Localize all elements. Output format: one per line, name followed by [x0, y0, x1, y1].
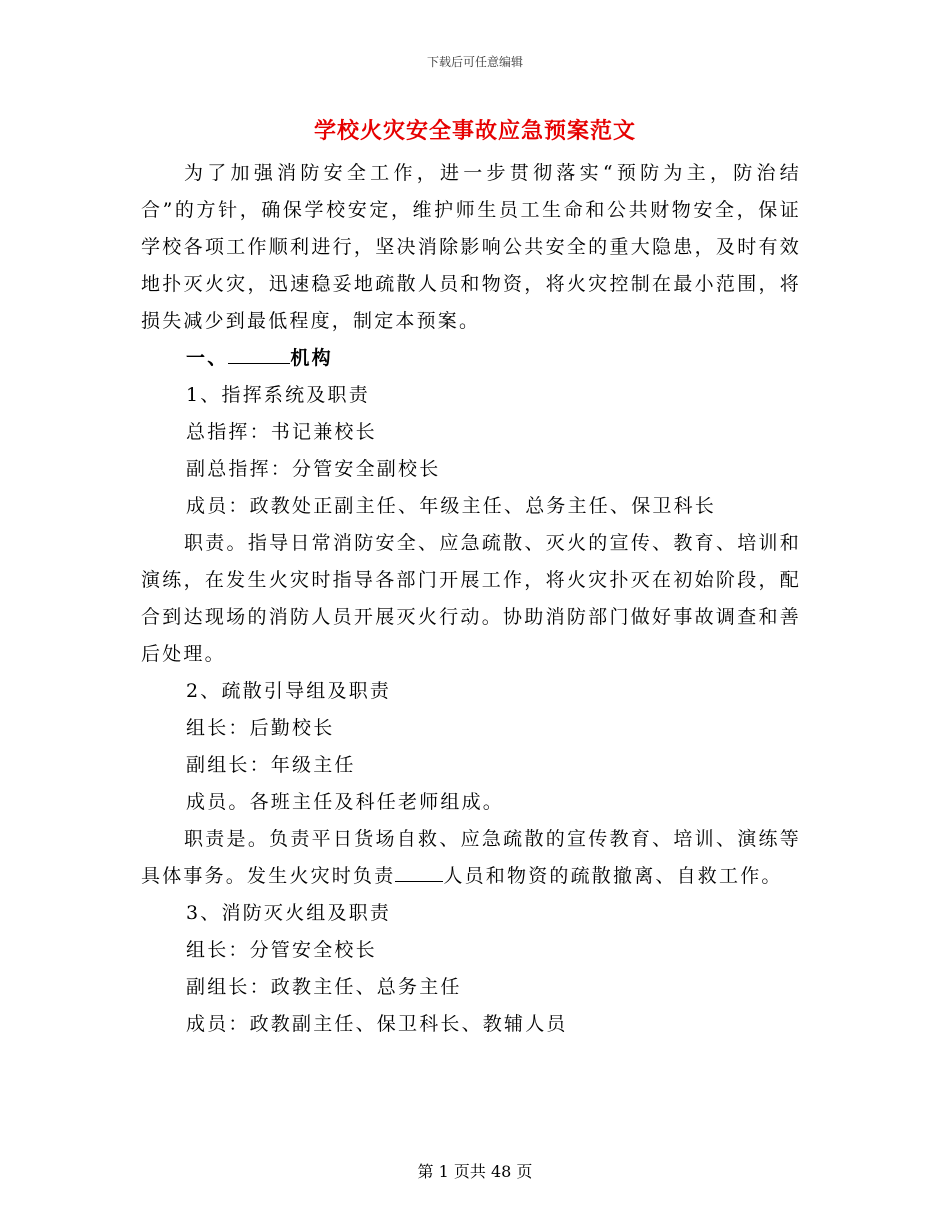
subsection-title-3: 3、消防灭火组及职责 — [186, 902, 392, 924]
command-deputy: 副总指挥：分管安全副校长 — [186, 458, 441, 480]
firefighting-members: 成员：政教副主任、保卫科长、教辅人员 — [186, 1013, 568, 1035]
evacuation-members: 成员。各班主任及科任老师组成。 — [186, 791, 505, 813]
document-body — [141, 155, 801, 1043]
duty-text-part-1: 职责是。负责平日货场自救、应急疏散的宣传教育、培训、演练等具体事务。发生火灾时负责 — [141, 828, 801, 887]
fill-blank — [395, 861, 443, 882]
command-duty: 职责。指导日常消防安全、应急疏散、灭火的宣传、教育、培训和演练，在发生火灾时指导各部门开展工作，将火灾扑灭在初始阶段，配合到达现场的消防人员开展灭火行动。协助消防部门做好事故调查和善后处理。 — [141, 532, 801, 665]
fill-blank — [228, 343, 290, 364]
page-footer: 第 1 页共 48 页 — [417, 1162, 533, 1181]
duty-text-part-2: 人员和物资的疏散撤离、自救工作。 — [443, 865, 783, 887]
intro-paragraph: 为了加强消防安全工作，进一步贯彻落实“预防为主，防治结合”的方针，确保学校安定，维护师生员工生命和公共财物安全，保证学校各项工作顺利进行，坚决消除影响公共安全的重大隐患，及时有效地扑灭火灾，迅速稳妥地疏散人员和物资，将火灾控制在最小范围，将损失减少到最低程度，制定本预案。 — [141, 162, 801, 332]
firefighting-deputy: 副组长：政教主任、总务主任 — [186, 976, 462, 998]
section-title: 机构 — [290, 347, 333, 369]
evacuation-duty — [141, 821, 801, 895]
section-number: 一、 — [186, 347, 229, 369]
evacuation-deputy: 副组长：年级主任 — [186, 754, 356, 776]
section-heading-1 — [141, 340, 801, 377]
firefighting-leader: 组长：分管安全校长 — [186, 939, 377, 961]
subsection-title-1: 1、指挥系统及职责 — [186, 384, 370, 406]
document-title: 学校火灾安全事故应急预案范文 — [313, 118, 636, 144]
command-members: 成员：政教处正副主任、年级主任、总务主任、保卫科长 — [186, 495, 717, 517]
header-note: 下载后可任意编辑 — [426, 55, 523, 69]
command-chief: 总指挥：书记兼校长 — [186, 421, 377, 443]
subsection-title-2: 2、疏散引导组及职责 — [186, 680, 392, 702]
evacuation-leader: 组长：后勤校长 — [186, 717, 335, 739]
